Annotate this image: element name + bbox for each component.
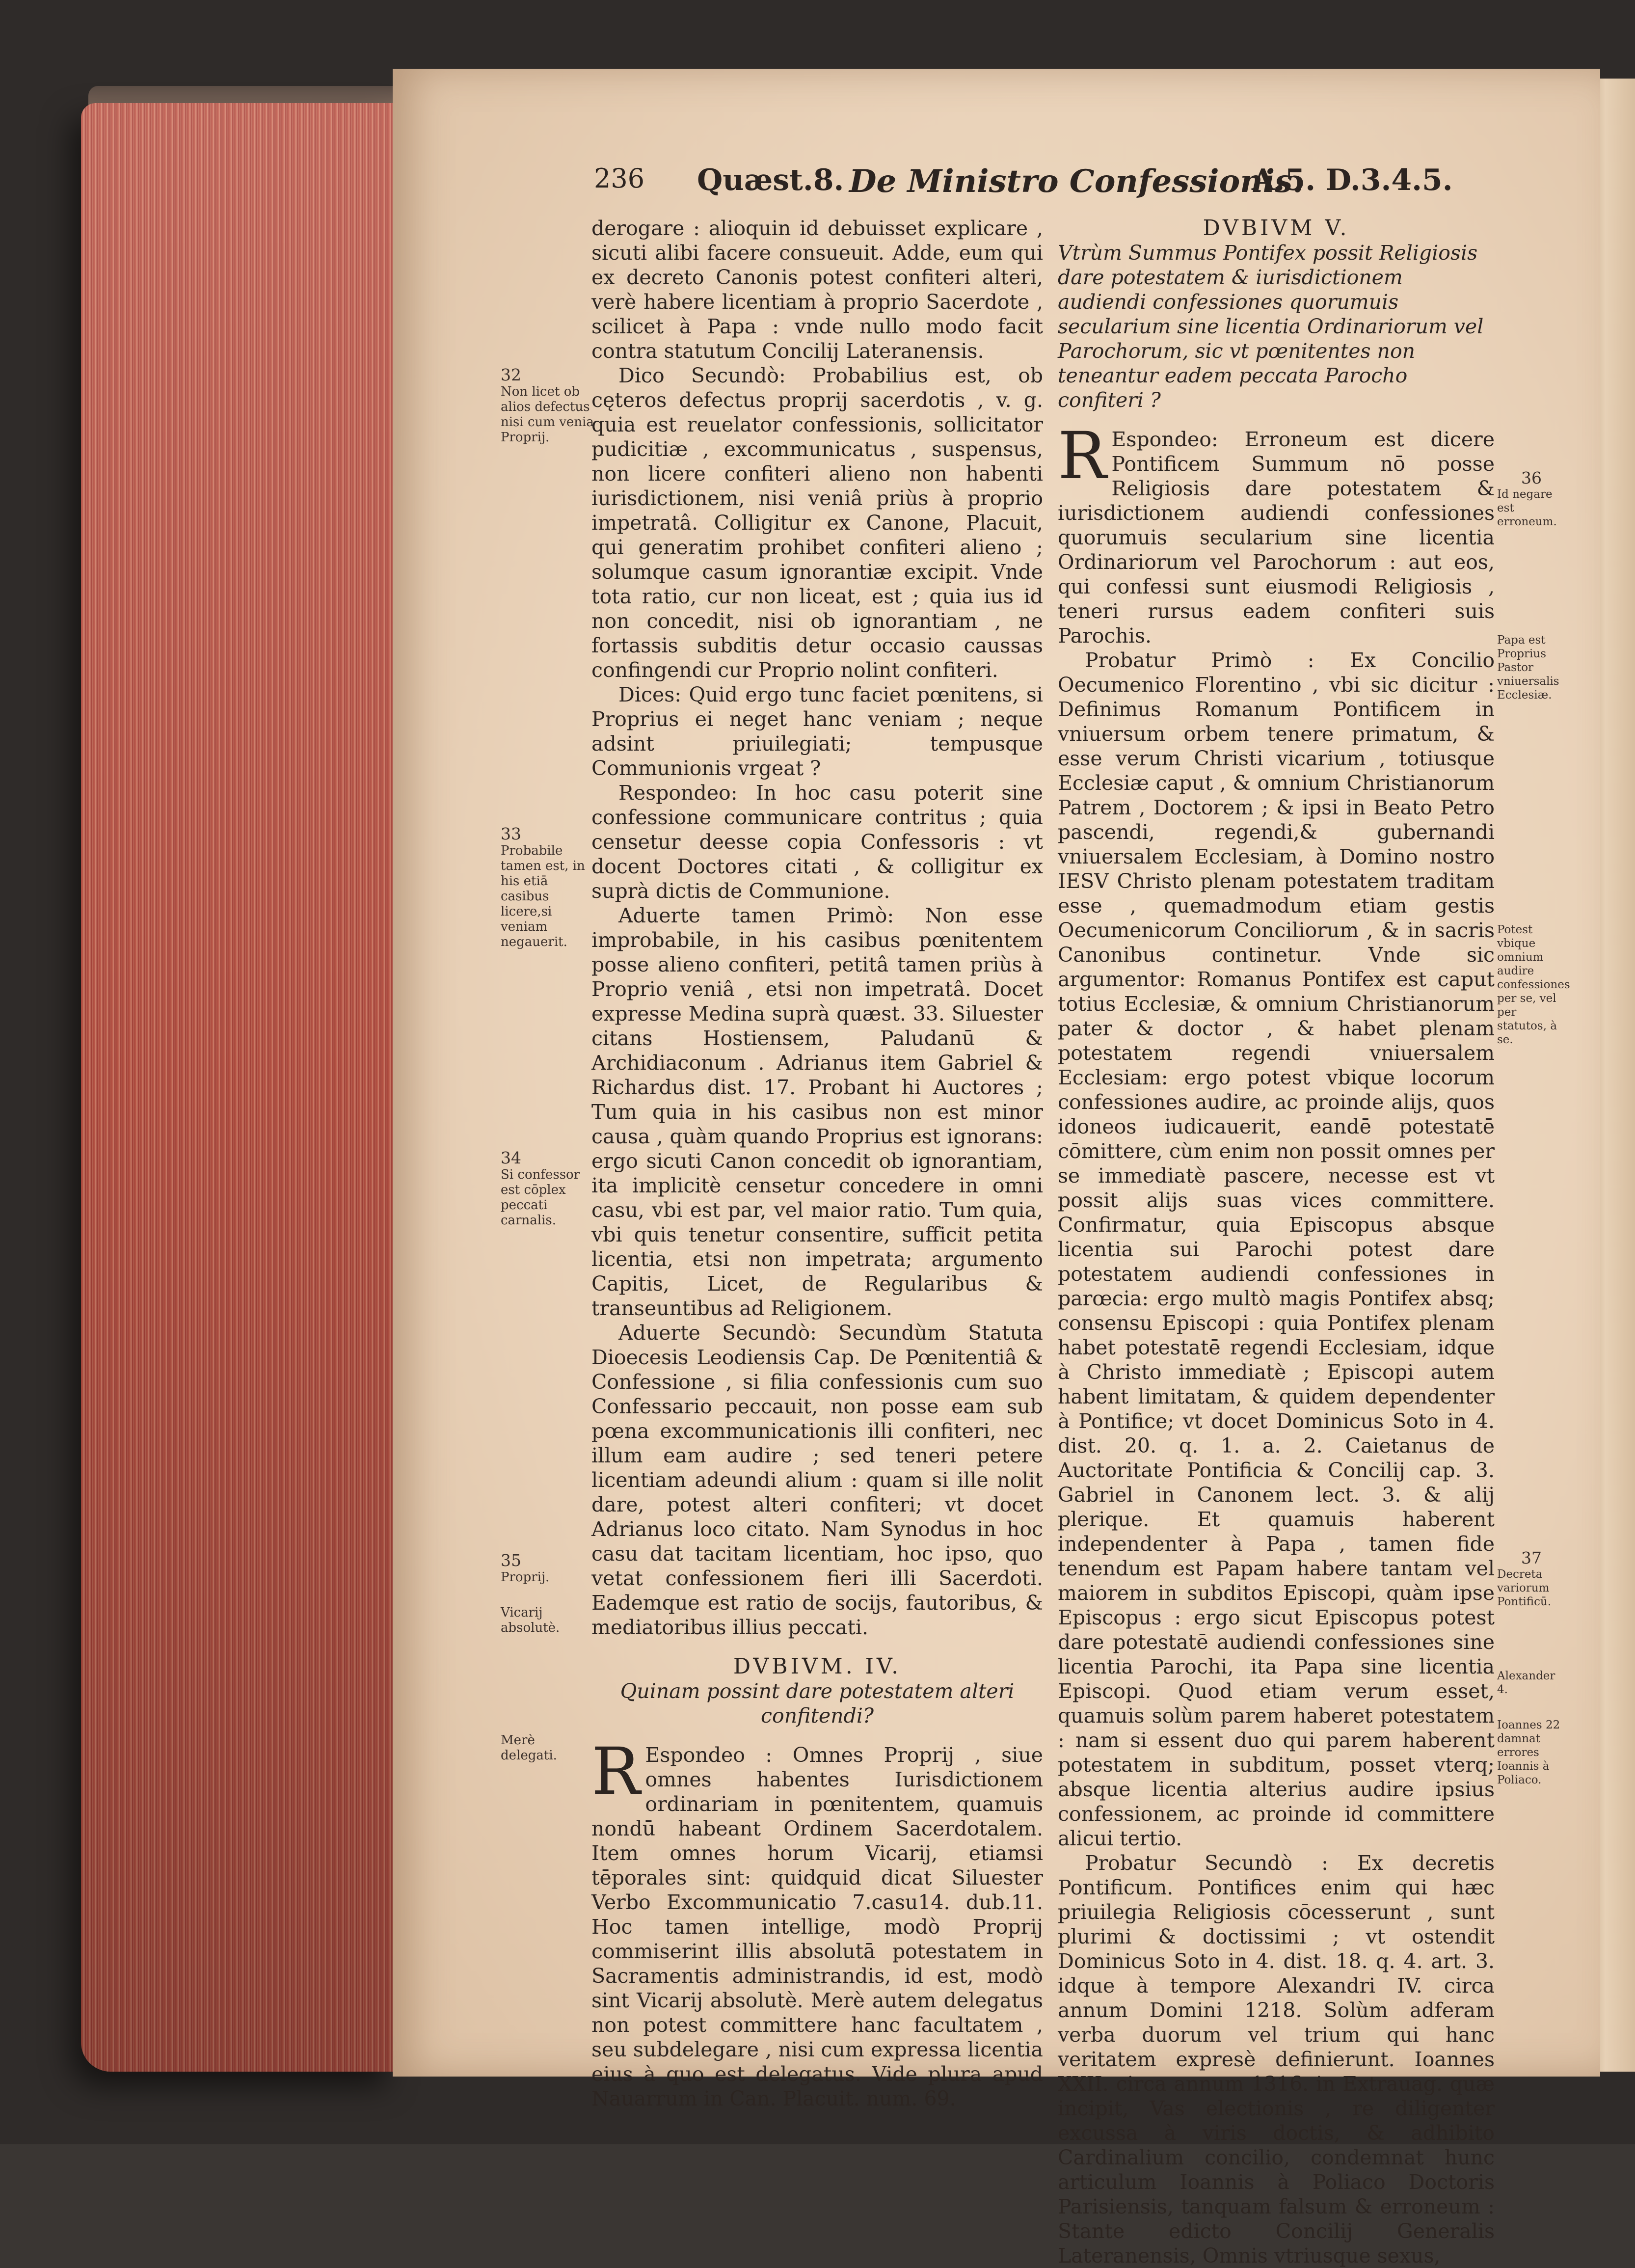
paragraph: Probatur Secundò : Ex decretis Pontificum. Pontifices enim qui hæc priuilegia Religiosis cōcesserunt , sunt plurimi & doctissimi ; vt ostendit Dominicus Soto in 4. dist. 18. q. 4. art. 3. idque à tempore Alexandri IV. circa annum Domini 1218. Solùm adferam verba duorum vel trium qui hanc veritatem expresè definierunt. Ioannes XXII. circa annum 1316. in Extrauag. quæ incipit, Vas electionis , re diligenter excussa à viris doctis, & adhibito Cardinalium concilio, condemnat hunc articulum Ioannis à Poliaco Doctoris Parisiensis, tanquam falsum & erroneum : Stante edicto Concilij Generalis Lateranensis, Omnis vtriusque sexus, [1058, 1851, 1495, 2268]
page-number: 236 [594, 163, 645, 194]
right-column [1058, 216, 1495, 2268]
margin-note-number: 36 [1521, 468, 1542, 487]
dubium-v-heading: DVBIVM V. [1203, 216, 1350, 241]
page-edges-shade [81, 103, 395, 2072]
margin-note-text: Potest vbique omnium audire confessiones per se, vel per statutos, à se. [1497, 923, 1570, 1046]
margin-note [1497, 1669, 1566, 1697]
dubium-v-question: Vtrùm Summus Pontifex possit Religiosis dare potestatem & iurisdictionem audiendi confessiones quorumuis secularium sine licentia Ordinariorum vel Parochorum, sic vt pœnitentes non teneantur eadem peccata Parocho confiteri ? [1058, 241, 1484, 412]
margin-note-text: Probabile tamen est, in his etiā casibus licere,si veniam negauerit. [501, 843, 585, 949]
dubium-iv-answer [591, 1734, 1043, 2111]
margin-note [1497, 1718, 1566, 1787]
margin-note [501, 1605, 594, 1636]
margin-note [1497, 469, 1566, 529]
drop-cap: R [591, 1734, 641, 1809]
margin-note [501, 1149, 594, 1228]
margin-note-text: Alexander 4. [1497, 1670, 1555, 1696]
margin-note [1497, 1549, 1566, 1609]
margin-note-text: Id negare est erroneum. [1497, 488, 1557, 528]
header-article-ref: A.5. D.3.4.5. [1252, 163, 1453, 197]
margin-note [501, 1551, 594, 1585]
margin-note-text: Papa est Proprius Pastor vniuersalis Ecclesiæ. [1497, 634, 1559, 702]
margin-note-number: 33 [501, 824, 521, 843]
margin-note-text: Merè delegati. [501, 1733, 557, 1763]
dubium-iv-answer-text: Espondeo : Omnes Proprij , siue omnes habentes Iurisdictionem ordinariam in pœnitentem, quamuis nondū habeant Ordinem Sacerdotalem. Item omnes horum Vicarij, etiamsi tēporales sint: quidquid dicat Siluester Verbo Excommunicatio 7.casu14. dub.11. Hoc tamen intellige, modò Proprij commiserint illis absolutā potestatem in Sacramentis administrandis, id est, modò sint Vicarij absolutè. Merè autem delegatus non potest committere hanc facultatem , seu subdelegare , nisi cum expressa licentia eius à quo est delegatus. Vide plura apud Nauarrum in Can. Placuit. num. 69. [591, 1743, 1043, 2110]
drop-cap: R [1058, 418, 1107, 494]
dubium-v-answer-text: Espondeo: Erroneum est dicere Pontificem Summum nō posse Religiosis dare potestatem & iurisdictionem audiendi confessiones quorumuis secularium sine licentia Ordinariorum vel Parochorum : aut eos, qui confessi sunt eiusmodi Religiosis , teneri rursus eadem confiteri suis Parochis. [1058, 428, 1495, 648]
paragraph: derogare : alioquin id debuisset explicare , sicuti alibi facere consueuit. Adde, eum qui ex decreto Canonis potest confiteri alteri, verè habere licentiam à proprio Sacerdote , scilicet à Papa : vnde nullo modo facit contra statutum Concilij Lateranensis. [591, 216, 1043, 363]
paragraph: Aduerte tamen Primò: Non esse improbabile, in his casibus pœnitentem posse alieno confiteri, petitâ tamen priùs à Proprio veniâ , etsi non impetratâ. Docet expresse Medina suprà quæst. 33. Siluester citans Hostiensem, Paludanū & Archidiaconum . Adrianus item Gabriel & Richardus dist. 17. Probant hi Auctores ; Tum quia in his casibus non est minor causa , quàm quando Proprius est ignorans: ergo sicuti Canon concedit ob ignorantiam, ita implicitè censetur concedere in omni casu, vbi est par, vel maior ratio. Tum quia, vbi quis tenetur consentire, sufficit petita licentia, etsi non impetrata; argumento Capitis, Licet, de Regularibus & transeuntibus ad Religionem. [591, 904, 1043, 1320]
header-title: De Ministro Confessionis. [849, 163, 1304, 200]
margin-note-text: Proprij. [501, 1570, 550, 1585]
margin-note-text: Non licet ob alios defectus nisi cum venia Proprij. [501, 384, 594, 445]
margin-note [1497, 633, 1566, 702]
paragraph: Probatur Primò : Ex Concilio Oecumenico Florentino , vbi sic dicitur : Definimus Romanum Pontificem in vniuersum orbem tenere primatum, & esse verum Christi vicarium , totiusque Ecclesiæ caput , & omnium Christianorum Patrem , Doctorem ; & ipsi in Beato Petro pascendi, regendi,& gubernandi vniuersalem Ecclesiam, à Domino nostro IESV Christo plenam potestatem traditam esse , quemadmodum etiam gestis Oecumenicorum Conciliorum , & in sacris Canonibus continetur. Vnde sic argumentor: Romanus Pontifex est caput totius Ecclesiæ, & omnium Christianorum pater & doctor , & habet plenam potestatem regendi vniuersalem Ecclesiam: ergo potest vbique locorum confessiones audire, ac proinde alijs, quos idoneos iudicauerit, eandē potestatē cōmittere, cùm enim non possit omnes per se immediatè pascere, necesse est vt possit alijs suas vices committere. Confirmatur, quia Episcopus absque licentia sui Parochi potest dare potestatem audiendi confessiones in parœcia: ergo multò magis Pontifex absq; consensu Episcopi : quia Pontifex plenam habet potestatē regendi Ecclesiam, idque à Christo immediatè ; Episcopi autem habent limitatam, & quidem dependenter à Pontifice; vt docet Dominicus Soto in 4. dist. 20. q. 1. a. 2. Caietanus de Auctoritate Pontificia & Concilij cap. 3. Gabriel in Canonem lect. 3. & alij plerique. Et quamuis haberent independenter à Papa , tamen fide tenendum est Papam habere tantam vel maiorem in subditos Episcopi, quàm ipse Episcopus : ergo sicut Episcopus potest dare potestatē audiendi confessiones sine licentia Parochi, ita Papa sine licentia Episcopi. Quod etiam verum esset, quamuis solùm parem haberet potestatem : nam si essent duo qui parem haberent potestatem in subditum, posset vterq; absque licentia alterius audire ipsius confessionem, ac proinde id committere alicui tertio. [1058, 648, 1495, 1850]
margin-note [501, 1733, 594, 1763]
paragraph: Aduerte Secundò: Secundùm Statuta Dioecesis Leodiensis Cap. De Pœnitentiâ & Confessione , si filia confessionis cum suo Confessario peccauit, non posse eam sub pœna excommunicationis illi confiteri, nec illum eam audire ; sed teneri petere licentiam adeundi alium : quam si ille nolit dare, potest alteri confiteri; vt docet Adrianus loco citato. Nam Synodus in hoc casu dat tacitam licentiam, hoc ipso, quo vetat confessionem fieri illi Sacerdoti. Eademque est ratio de socijs, fautoribus, & mediatoribus illius peccati. [591, 1321, 1043, 1639]
margin-note-number: 32 [501, 365, 521, 384]
dubium-iv-heading: DVBIVM. IV. [733, 1654, 902, 1679]
margin-note-number: 34 [501, 1148, 521, 1167]
margin-note-text: Decreta variorum Pontificū. [1497, 1568, 1552, 1608]
margin-note-number: 37 [1521, 1548, 1542, 1567]
paragraph: Dico Secundò: Probabilius est, ob cęteros defectus proprij sacerdotis , v. g. quia est reuelator confessionis, sollicitator pudicitiæ , excommunicatus , suspensus, non licere confiteri alieno non habenti iurisdictionem, nisi veniâ priùs à proprio impetratâ. Colligitur ex Canone, Placuit, qui generatim prohibet confiteri alieno ; solumque casum ignorantiæ excipit. Vnde tota ratio, cur non liceat, est ; quia ius id non concedit, nisi ob ignorantiam , ne fortassis subditis detur occasio caussas confingendi cur Proprio nolint confiteri. [591, 364, 1043, 682]
margin-note-number: 35 [501, 1551, 521, 1570]
margin-note-text: Si confessor est cōplex peccati carnalis. [501, 1167, 580, 1228]
margin-note-text: Ioannes 22 damnat errores Ioannis à Poliaco. [1497, 1719, 1560, 1786]
margin-note-text: Vicarij absolutè. [501, 1605, 560, 1635]
header-quaestio: Quæst.8. [697, 163, 844, 197]
margin-note [501, 825, 594, 950]
dubium-v-answer [1058, 418, 1495, 648]
dubium-iv-question: Quinam possint dare potestatem alteri confitendi? [620, 1679, 1015, 1728]
running-header [594, 163, 1551, 202]
paragraph: Respondeo: In hoc casu poterit sine confessione communicare contritus ; quia censetur deesse copia Confessoris : vt docent Doctores citati , & colligitur ex suprà dictis de Communione. [591, 781, 1043, 903]
left-column [591, 216, 1043, 2111]
paragraph: Dices: Quid ergo tunc faciet pœnitens, si Proprius ei neget hanc veniam ; neque adsint priuilegiati; tempusque Communionis vrgeat ? [591, 683, 1043, 780]
margin-note [501, 366, 594, 445]
margin-note [1497, 923, 1570, 1047]
